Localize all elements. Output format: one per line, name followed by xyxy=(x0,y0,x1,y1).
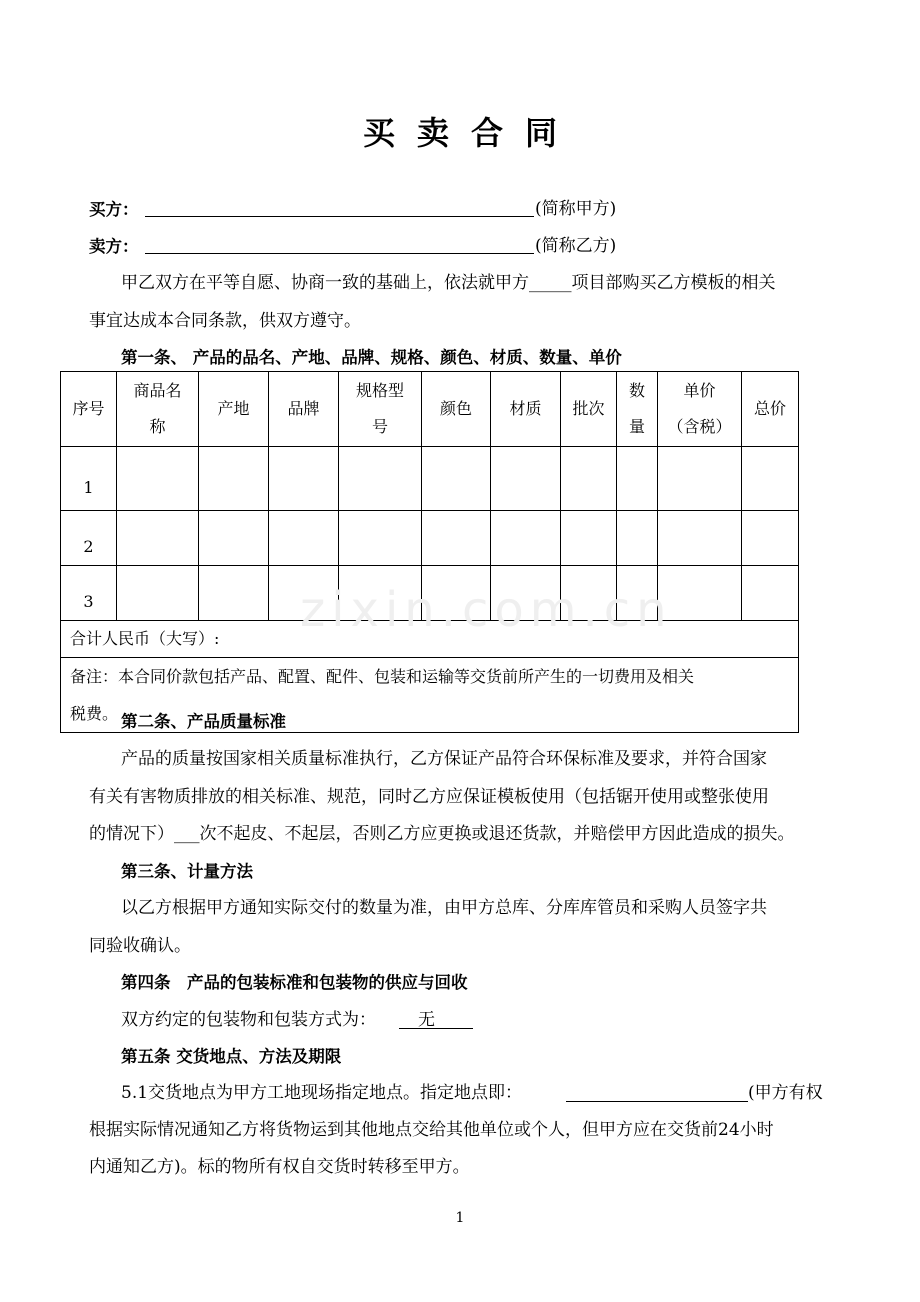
seller-label: 卖方： xyxy=(89,237,139,256)
row-index: 2 xyxy=(61,511,117,566)
note-line-2: 税费。 xyxy=(70,704,119,723)
col-header-spec: 规格型 号 xyxy=(339,372,422,447)
seller-suffix: (简称乙方) xyxy=(535,236,617,256)
article2-line-3: 的情况下）___次不起皮、不起层，否则乙方应更换或退还货款，并赔偿甲方因此造成的损失。 xyxy=(89,824,795,844)
col-header-origin: 产地 xyxy=(199,372,269,447)
buyer-suffix: (简称甲方) xyxy=(535,199,617,219)
watermark: zixin.com.cn xyxy=(300,582,673,638)
article4-heading: 第四条 产品的包装标准和包装物的供应与回收 xyxy=(121,973,468,992)
article1-heading: 第一条、 产品的品名、产地、品牌、规格、颜色、材质、数量、单价 xyxy=(121,348,622,367)
goods-table-header xyxy=(61,372,799,447)
col-header-name: 商品名 称 xyxy=(117,372,199,447)
article4-line-prefix: 双方约定的包装物和包装方式为： xyxy=(121,1010,376,1030)
article2-heading: 第二条、产品质量标准 xyxy=(121,712,286,731)
article5-line-3: 内通知乙方)。标的物所有权自交货时转移至甲方。 xyxy=(89,1157,470,1177)
article3-line-1: 以乙方根据甲方通知实际交付的数量为准，由甲方总库、分库库管员和采购人员签字共 xyxy=(121,898,767,918)
article3-heading: 第三条、计量方法 xyxy=(121,862,253,881)
packaging-blank-line xyxy=(399,1028,473,1029)
col-header-total: 总价 xyxy=(742,372,799,447)
article2-line-1: 产品的质量按国家相关质量标准执行，乙方保证产品符合环保标准及要求，并符合国家 xyxy=(121,749,767,769)
article5-heading: 第五条 交货地点、方法及期限 xyxy=(121,1047,342,1066)
article5-line-1-suffix: (甲方有权 xyxy=(748,1083,823,1103)
col-header-index: 序号 xyxy=(61,372,117,447)
goods-table xyxy=(60,371,799,733)
table-row xyxy=(61,447,799,511)
col-header-brand: 品牌 xyxy=(269,372,339,447)
note-line-1: 备注：本合同价款包括产品、配置、配件、包装和运输等交货前所产生的一切费用及相关 xyxy=(70,667,695,686)
intro-line-1: 甲乙双方在平等自愿、协商一致的基础上，依法就甲方_____项目部购买乙方模板的相关 xyxy=(121,273,776,293)
row-index: 3 xyxy=(61,566,117,621)
col-header-batch: 批次 xyxy=(561,372,617,447)
col-header-quantity: 数 量 xyxy=(617,372,658,447)
buyer-blank-line xyxy=(145,216,534,217)
article5-line-2: 根据实际情况通知乙方将货物运到其他地点交给其他单位或个人，但甲方应在交货前24小时 xyxy=(89,1120,774,1140)
delivery-blank-line xyxy=(566,1101,748,1102)
page-number: 1 xyxy=(455,1210,465,1226)
total-label: 合计人民币（大写）: xyxy=(61,621,799,658)
buyer-label: 买方： xyxy=(89,200,139,219)
col-header-material: 材质 xyxy=(491,372,561,447)
row-index: 1 xyxy=(61,447,117,511)
intro-line-2: 事宜达成本合同条款，供双方遵守。 xyxy=(89,311,361,331)
packaging-value: 无 xyxy=(418,1010,435,1030)
article2-line-2: 有关有害物质排放的相关标准、规范，同时乙方应保证模板使用（包括锯开使用或整张使用 xyxy=(89,787,769,807)
table-row xyxy=(61,511,799,566)
article5-line-1-prefix: 5.1交货地点为甲方工地现场指定地点。指定地点即： xyxy=(121,1083,523,1103)
col-header-unit-price: 单价 （含税） xyxy=(658,372,742,447)
article3-line-2: 同验收确认。 xyxy=(89,936,191,956)
seller-blank-line xyxy=(145,253,534,254)
page-title: 买卖合同 xyxy=(362,114,579,152)
col-header-color: 颜色 xyxy=(422,372,491,447)
